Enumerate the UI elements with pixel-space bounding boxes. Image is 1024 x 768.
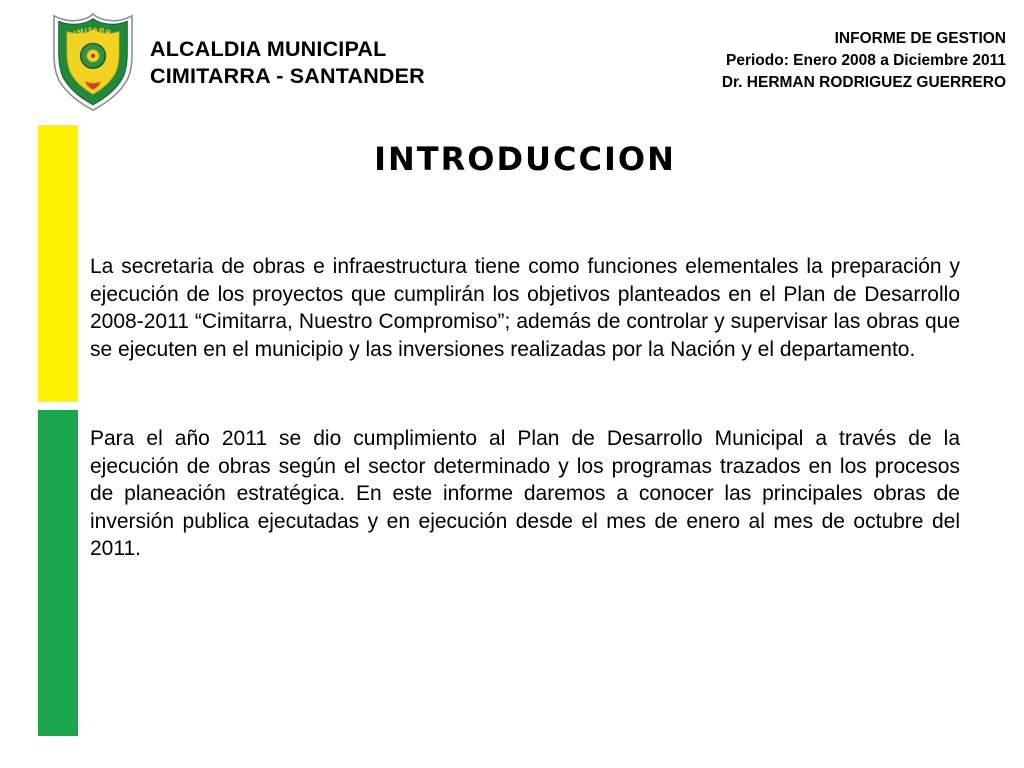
report-title: INFORME DE GESTION	[834, 30, 1006, 47]
report-author: Dr. HERMAN RODRIGUEZ GUERRERO	[721, 74, 1006, 91]
slide-title: INTRODUCCION	[374, 140, 676, 178]
intro-paragraph-2: Para el año 2011 se dio cumplimiento al Plan de Desarrollo Municipal a través de la ejecución de obras según el sector determinado y los programas trazados en los procesos de planeación estratégica. En este informe daremos a conocer las principales obras de inversión publica ejecutadas y en ejecución desde el mes de enero al mes de octubre del 2011.	[90, 427, 960, 560]
municipal-coat-of-arms-logo	[50, 12, 136, 112]
logo-label-bottom: SANTANDER	[71, 68, 118, 87]
logo-label-top: CIMITARRA	[66, 26, 120, 41]
report-period: Periodo: Enero 2008 a Diciembre 2011	[726, 52, 1006, 69]
green-accent-bar	[38, 410, 78, 736]
report-info	[722, 28, 1006, 94]
org-name-line1: ALCALDIA MUNICIPAL	[150, 37, 387, 61]
organization-name	[150, 36, 425, 90]
yellow-accent-bar	[38, 125, 78, 402]
intro-paragraph-1: La secretaria de obras e infraestructura tiene como funciones elementales la preparación y ejecución de los proyectos que cumplirán los objetivos planteados en el Plan de Desarrollo 2008-2011 “Cimitarra, Nuestro Compromiso”; además de controlar y supervisar las obras que se ejecuten en el municipio y las inversiones realizadas por la Nación y el departamento.	[90, 255, 960, 361]
org-name-line2: CIMITARRA - SANTANDER	[150, 64, 425, 88]
